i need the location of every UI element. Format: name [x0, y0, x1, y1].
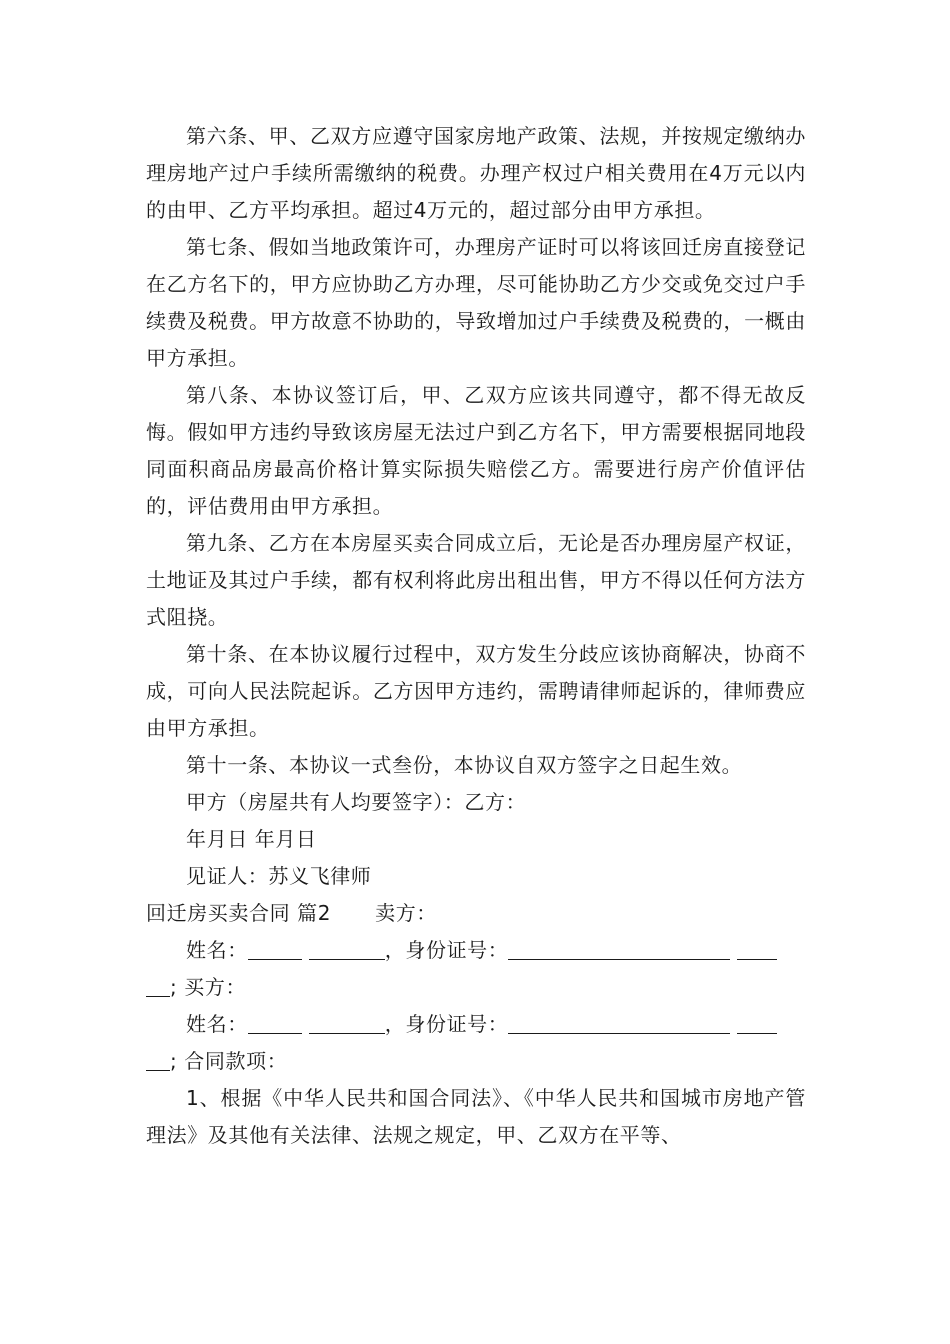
- article-11: 第十一条、本协议一式叁份，本协议自双方签字之日起生效。: [186, 753, 743, 777]
- clause-1: 1、根据《中华人民共和国合同法》、《中华人民共和国城市房地产管理法》及其他有关法律、法规之规定，甲、乙双方在平等、: [146, 1086, 806, 1147]
- buyer-label-line: [146, 969, 806, 1006]
- seller-name-blank-2: [309, 937, 385, 960]
- seller-id-blank-3: [146, 974, 170, 997]
- signature-dates: 年月日 年月日: [186, 827, 317, 851]
- seller-id-blank-1: [508, 937, 730, 960]
- buyer-id-blank-3: [146, 1048, 170, 1071]
- buyer-id-blank-2: [737, 1011, 777, 1034]
- terms-label: ; 合同款项：: [170, 1049, 288, 1073]
- buyer-label: ; 买方：: [170, 975, 247, 999]
- seller-label: 卖方：: [375, 901, 437, 925]
- article-7: 第七条、假如当地政策许可，办理房产证时可以将该回迁房直接登记在乙方名下的，甲方应协助乙方办理，尽可能协助乙方少交或免交过户手续费及税费。甲方故意不协助的，导致增加过户手续费及税费的，一概由甲方承担。: [146, 235, 806, 370]
- buyer-id-label: ，身份证号：: [384, 1012, 509, 1036]
- witness: 见证人：苏义飞律师: [186, 864, 372, 888]
- article-9: 第九条、乙方在本房屋买卖合同成立后，无论是否办理房屋产权证，土地证及其过户手续，都有权利将此房出租出售，甲方不得以任何方法方式阻挠。: [146, 531, 806, 629]
- seller-name-blank-1: [248, 937, 302, 960]
- seller-id-label: ，身份证号：: [384, 938, 509, 962]
- buyer-name-blank-2: [309, 1011, 385, 1034]
- buyer-name-blank-1: [248, 1011, 302, 1034]
- buyer-id-blank-1: [508, 1011, 730, 1034]
- article-10: 第十条、在本协议履行过程中，双方发生分歧应该协商解决，协商不成，可向人民法院起诉。乙方因甲方违约，需聘请律师起诉的，律师费应由甲方承担。: [146, 642, 806, 740]
- section2-heading-line: [146, 895, 806, 932]
- terms-label-line: [146, 1043, 806, 1080]
- buyer-info-line: [146, 1006, 806, 1043]
- buyer-name-label: 姓名：: [186, 1012, 248, 1036]
- article-6: 第六条、甲、乙双方应遵守国家房地产政策、法规，并按规定缴纳办理房地产过户手续所需缴纳的税费。办理产权过户相关费用在4万元以内的由甲、乙方平均承担。超过4万元的，超过部分由甲方承担。: [146, 124, 806, 222]
- seller-name-label: 姓名：: [186, 938, 248, 962]
- seller-id-blank-2: [737, 937, 777, 960]
- signature-parties: 甲方（房屋共有人均要签字）：乙方：: [186, 790, 527, 814]
- document-body: [146, 118, 806, 1154]
- seller-info-line: [146, 932, 806, 969]
- section2-heading: 回迁房买卖合同 篇2: [146, 901, 332, 925]
- article-8: 第八条、本协议签订后，甲、乙双方应该共同遵守，都不得无故反悔。假如甲方违约导致该房屋无法过户到乙方名下，甲方需要根据同地段同面积商品房最高价格计算实际损失赔偿乙方。需要进行房产价值评估的，评估费用由甲方承担。: [146, 383, 806, 518]
